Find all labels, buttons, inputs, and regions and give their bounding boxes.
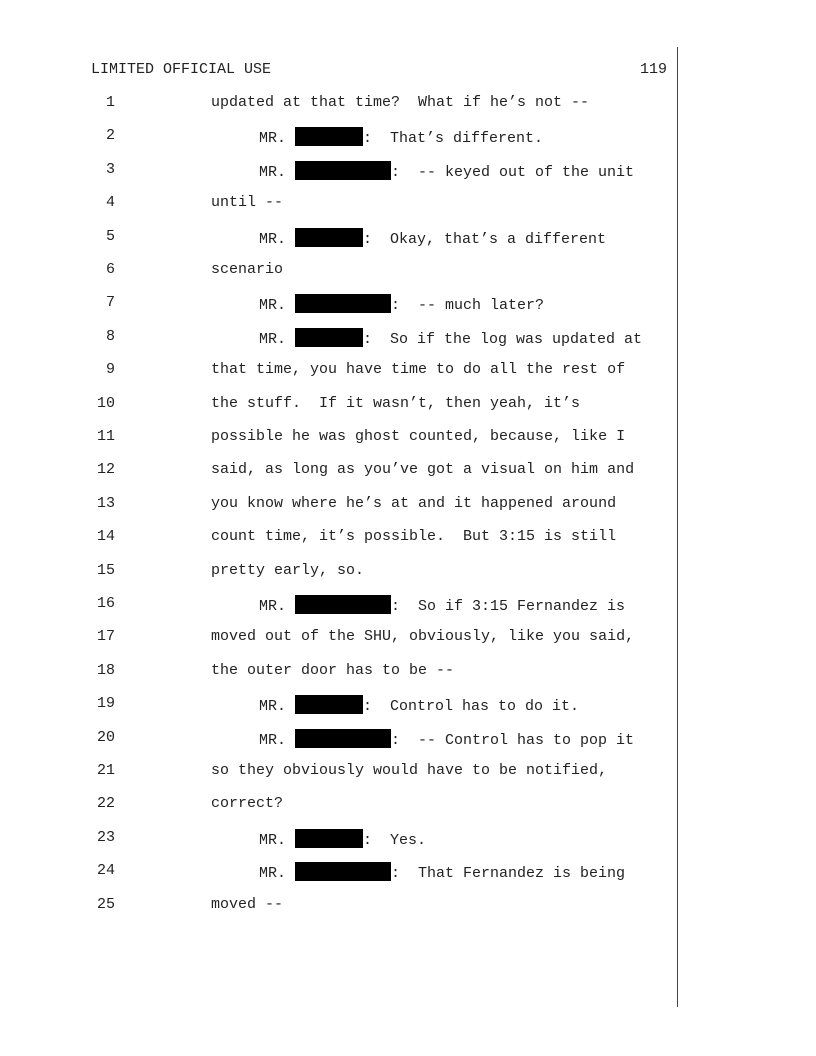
transcript-line [0,161,816,181]
redaction-box [295,161,391,180]
line-content: moved -- [211,895,284,913]
line-text [259,862,625,882]
line-content: : -- Control has to pop it [391,731,635,749]
line-text [259,127,543,147]
line-content: you know where he’s at and it happened around [211,494,617,512]
line-text [211,795,283,812]
line-number: 4 [105,194,115,212]
line-text [211,528,616,545]
line-number: 8 [105,327,115,345]
line-text [259,829,426,849]
line-content: : Okay, that’s a different [363,230,607,248]
transcript-line [0,395,816,415]
transcript-line [0,428,816,448]
line-number: 22 [96,795,115,813]
redaction-box [295,829,363,848]
transcript-line [0,495,816,515]
line-content: : -- keyed out of the unit [391,163,635,181]
transcript-line [0,228,816,248]
classification-header: LIMITED OFFICIAL USE [91,61,272,78]
transcript-line [0,94,816,114]
line-text [259,228,606,248]
transcript-line [0,127,816,147]
line-number: 17 [96,628,115,646]
line-number: 21 [96,762,115,779]
line-text [211,662,454,679]
redaction-box [295,862,391,881]
line-number: 7 [105,294,115,312]
line-text [211,361,625,378]
transcript-line [0,562,816,582]
line-content: count time, it’s possible. But 3:15 is still [211,528,617,546]
transcript-line [0,829,816,849]
line-text [259,161,634,181]
speaker-prefix: MR. [259,130,296,148]
transcript-line [0,695,816,715]
line-content: : Control has to do it. [363,698,580,716]
line-text [259,695,579,715]
line-content: the stuff. If it wasn’t, then yeah, it’s [211,394,581,412]
line-content: : So if 3:15 Fernandez is [391,598,626,615]
speaker-prefix: MR. [259,731,296,749]
speaker-prefix: MR. [259,865,296,883]
line-content: that time, you have time to do all the rest of [211,361,626,379]
speaker-prefix: MR. [259,330,296,348]
line-number: 14 [96,528,115,546]
line-number: 16 [96,595,115,612]
redaction-box [295,127,363,146]
line-content: updated at that time? What if he’s not -- [211,94,590,111]
transcript-line [0,628,816,648]
line-text [211,896,283,913]
line-number: 15 [96,561,115,579]
line-text [211,94,589,111]
transcript-line [0,896,816,916]
speaker-prefix: MR. [259,698,296,716]
line-text [259,294,544,314]
line-number: 18 [96,661,115,679]
line-number: 13 [96,494,115,512]
line-text [211,261,283,278]
line-number: 23 [96,828,115,846]
line-number: 1 [105,94,115,111]
line-text [211,395,580,412]
line-number: 24 [96,862,115,880]
line-number: 5 [105,227,115,245]
transcript-line [0,461,816,481]
line-text [211,562,364,579]
redaction-box [295,228,363,247]
line-number: 12 [96,461,115,479]
line-content: : So if the log was updated at [363,330,643,348]
line-number: 6 [105,261,115,278]
line-text [211,428,625,445]
line-text [211,194,283,211]
redaction-box [295,729,391,748]
transcript-line [0,862,816,882]
line-number: 10 [96,394,115,412]
redaction-box [295,294,391,313]
transcript-line [0,261,816,281]
line-content: : Yes. [363,831,427,849]
line-content: possible he was ghost counted, because, like I [211,428,626,445]
line-content: correct? [211,795,284,813]
line-number: 2 [105,127,115,145]
line-number: 19 [96,695,115,713]
line-content: : That’s different. [363,130,544,148]
transcript-line [0,662,816,682]
transcript-line [0,595,816,615]
line-number: 3 [105,160,115,178]
redaction-box [295,595,391,614]
line-text [211,628,634,645]
line-number: 9 [105,361,115,379]
speaker-prefix: MR. [259,831,296,849]
line-number: 11 [96,428,115,445]
transcript-line [0,528,816,548]
transcript-line [0,762,816,782]
redaction-box [295,328,363,347]
transcript-line [0,194,816,214]
redaction-box [295,695,363,714]
transcript-line [0,361,816,381]
line-content: : That Fernandez is being [391,865,626,883]
line-content: until -- [211,194,284,212]
line-text [259,729,634,749]
line-number: 25 [96,895,115,913]
speaker-prefix: MR. [259,230,296,248]
line-content: : -- much later? [391,297,545,315]
line-content: moved out of the SHU, obviously, like you said, [211,628,635,646]
line-content: so they obviously would have to be notified, [211,762,608,779]
line-text [211,762,607,779]
speaker-prefix: MR. [259,297,296,315]
line-text [211,461,634,478]
speaker-prefix: MR. [259,598,296,615]
line-text [259,328,642,348]
transcript-line [0,729,816,749]
transcript-line [0,328,816,348]
line-content: scenario [211,261,284,278]
transcript-line [0,795,816,815]
line-number: 20 [96,728,115,746]
line-content: said, as long as you’ve got a visual on him and [211,461,635,479]
line-text [211,495,616,512]
page-number: 119 [639,61,667,78]
speaker-prefix: MR. [259,163,296,181]
line-content: pretty early, so. [211,561,365,579]
line-content: the outer door has to be -- [211,661,455,679]
transcript-line [0,294,816,314]
line-text [259,595,625,615]
